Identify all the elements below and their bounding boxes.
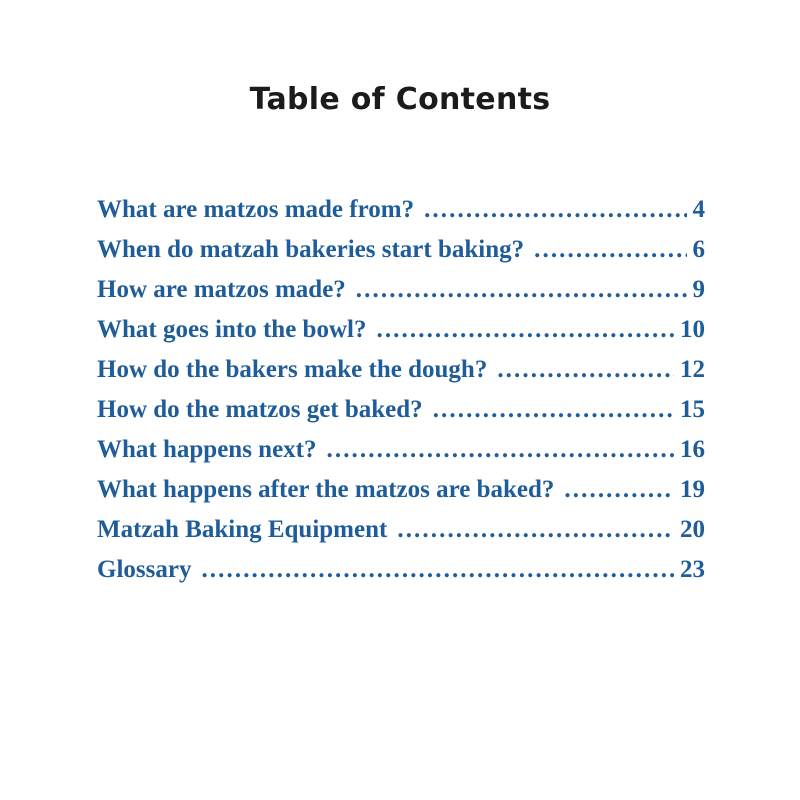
toc-entry-label: What happens after the matzos are baked? (97, 476, 555, 503)
toc-entry-label: Matzah Baking Equipment (97, 516, 388, 543)
toc-entry-label: How do the matzos get baked? (97, 396, 423, 423)
toc-entry-page-number: 6 (692, 236, 705, 263)
toc-entry-label: How do the bakers make the dough? (97, 356, 488, 383)
toc-entry-glossary (97, 552, 705, 592)
dot-leader (201, 552, 674, 588)
toc-entry-label: What happens next? (97, 436, 317, 463)
toc-entry-make-the-dough (97, 352, 705, 392)
dot-leader (424, 192, 686, 228)
toc-entry-page-number: 23 (680, 556, 705, 583)
dot-leader (564, 472, 674, 508)
dot-leader (376, 312, 674, 348)
toc-entry-into-the-bowl (97, 312, 705, 352)
dot-leader (534, 232, 686, 268)
toc-entry-label: Glossary (97, 556, 192, 583)
toc-entry-label: When do matzah bakeries start baking? (97, 236, 525, 263)
toc-entry-page-number: 12 (680, 356, 705, 383)
toc-entry-start-baking (97, 232, 705, 272)
toc-entry-matzos-made-from (97, 192, 705, 232)
toc-entry-get-baked (97, 392, 705, 432)
toc-entry-page-number: 10 (680, 316, 705, 343)
dot-leader (497, 352, 674, 388)
toc-entry-label: What goes into the bowl? (97, 316, 367, 343)
toc-entry-page-number: 19 (680, 476, 705, 503)
toc-entry-how-made (97, 272, 705, 312)
toc-entry-after-baked (97, 472, 705, 512)
dot-leader (356, 272, 687, 308)
dot-leader (327, 432, 675, 468)
toc-entry-page-number: 15 (680, 396, 705, 423)
toc-entry-what-happens-next (97, 432, 705, 472)
page-title: Table of Contents (249, 82, 551, 117)
table-of-contents (97, 192, 705, 592)
dot-leader (433, 392, 674, 428)
toc-entry-page-number: 20 (680, 516, 705, 543)
toc-entry-page-number: 9 (692, 276, 705, 303)
toc-entry-label: What are matzos made from? (97, 196, 415, 223)
toc-entry-page-number: 16 (680, 436, 705, 463)
toc-entry-page-number: 4 (692, 196, 705, 223)
toc-entry-baking-equipment (97, 512, 705, 552)
toc-entry-label: How are matzos made? (97, 276, 346, 303)
dot-leader (397, 512, 674, 548)
